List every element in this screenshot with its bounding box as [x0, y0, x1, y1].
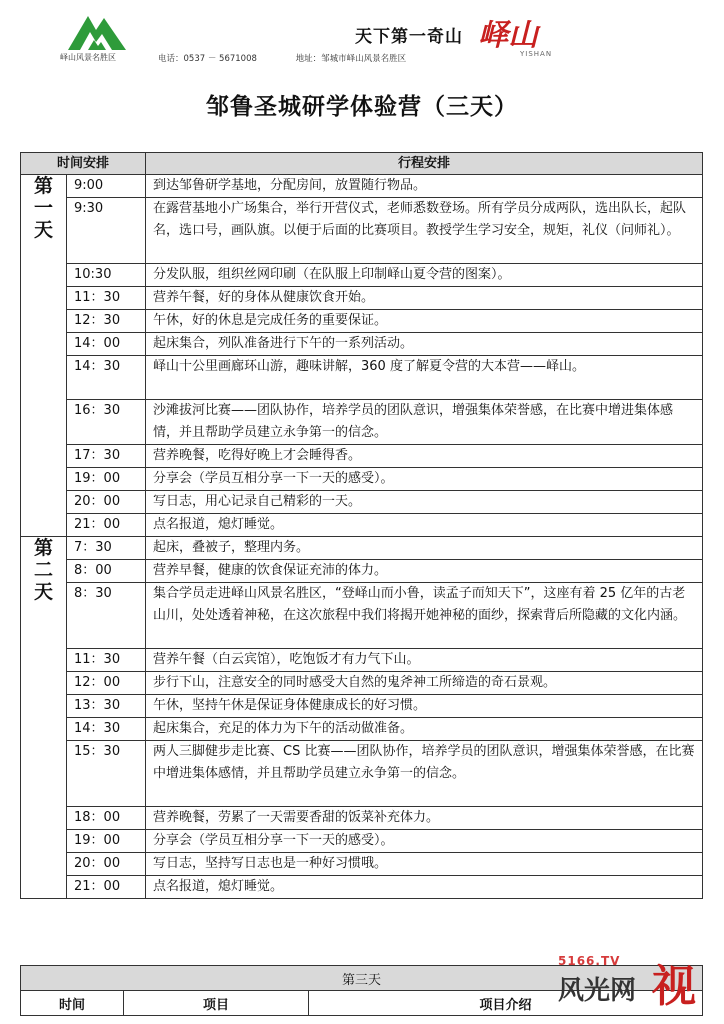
schedule-activity: 分发队服，组织丝网印刷（在队服上印制峄山夏令营的图案）。 — [146, 264, 703, 287]
schedule-time: 7：30 — [67, 537, 146, 560]
address: 地址：邹城市峄山风景名胜区 — [295, 54, 407, 64]
brand-english: YISHAN — [520, 50, 553, 58]
schedule-time: 9:00 — [67, 175, 146, 198]
schedule-activity: 午休，好的休息是完成任务的重要保证。 — [146, 310, 703, 333]
schedule-time: 12：00 — [67, 672, 146, 695]
schedule-row — [21, 175, 703, 198]
day3-col-intro: 项目介绍 — [309, 991, 703, 1016]
schedule-activity: 起床，叠被子，整理内务。 — [146, 537, 703, 560]
header-time: 时间安排 — [21, 153, 146, 175]
table-header-row — [21, 153, 703, 175]
schedule-row — [21, 560, 703, 583]
schedule-row — [21, 649, 703, 672]
schedule-row — [21, 807, 703, 830]
schedule-time: 14：30 — [67, 718, 146, 741]
schedule-row — [21, 445, 703, 468]
schedule-table — [20, 152, 703, 899]
schedule-activity: 营养早餐，健康的饮食保证充沛的体力。 — [146, 560, 703, 583]
schedule-activity: 两人三脚健步走比赛、CS 比赛——团队协作，培养学员的团队意识，增强集体荣誉感，在比赛中增进集体感情，并且帮助学员建立永争第一的信念。 — [146, 741, 703, 807]
schedule-row — [21, 876, 703, 899]
schedule-row — [21, 198, 703, 264]
schedule-time: 21：00 — [67, 514, 146, 537]
schedule-time: 8：30 — [67, 583, 146, 649]
schedule-time: 17：30 — [67, 445, 146, 468]
schedule-activity: 分享会（学员互相分享一下一天的感受）。 — [146, 830, 703, 853]
schedule-row — [21, 491, 703, 514]
schedule-activity: 起床集合，列队准备进行下午的一系列活动。 — [146, 333, 703, 356]
schedule-activity: 写日志，用心记录自己精彩的一天。 — [146, 491, 703, 514]
schedule-activity: 营养晚餐，吃得好晚上才会睡得香。 — [146, 445, 703, 468]
schedule-time: 18：00 — [67, 807, 146, 830]
day3-col-item: 项目 — [124, 991, 309, 1016]
schedule-row — [21, 830, 703, 853]
day-label: 第 二 天 — [21, 537, 67, 899]
schedule-row — [21, 310, 703, 333]
schedule-activity: 营养午餐，好的身体从健康饮食开始。 — [146, 287, 703, 310]
contact-info — [158, 52, 406, 64]
schedule-activity: 沙滩拔河比赛——团队协作，培养学员的团队意识，增强集体荣誉感，在比赛中增进集体感情，并且帮助学员建立永争第一的信念。 — [146, 400, 703, 445]
schedule-activity: 午休，坚持午休是保证身体健康成长的好习惯。 — [146, 695, 703, 718]
day3-col-time: 时间 — [21, 991, 124, 1016]
schedule-time: 16：30 — [67, 400, 146, 445]
schedule-activity: 点名报道，熄灯睡觉。 — [146, 876, 703, 899]
schedule-row — [21, 718, 703, 741]
watermark — [552, 950, 722, 1020]
schedule-time: 11：30 — [67, 649, 146, 672]
schedule-row — [21, 853, 703, 876]
schedule-activity: 到达邹鲁研学基地，分配房间，放置随行物品。 — [146, 175, 703, 198]
schedule-row — [21, 400, 703, 445]
schedule-row — [21, 264, 703, 287]
schedule-row — [21, 287, 703, 310]
mountain-logo-icon — [66, 12, 128, 52]
schedule-time: 11：30 — [67, 287, 146, 310]
schedule-time: 19：00 — [67, 830, 146, 853]
logo-caption: 峄山风景名胜区 — [60, 53, 116, 62]
schedule-row — [21, 583, 703, 649]
schedule-time: 20：00 — [67, 491, 146, 514]
schedule-row — [21, 741, 703, 807]
schedule-row — [21, 514, 703, 537]
schedule-row — [21, 695, 703, 718]
schedule-activity: 点名报道，熄灯睡觉。 — [146, 514, 703, 537]
letterhead — [0, 0, 724, 80]
schedule-time: 12：30 — [67, 310, 146, 333]
watermark-site: 5166.TV — [558, 954, 621, 968]
schedule-activity: 营养午餐（白云宾馆），吃饱饭才有力气下山。 — [146, 649, 703, 672]
schedule-time: 21：00 — [67, 876, 146, 899]
phone-number: 电话：0537 － 5671008 — [158, 54, 257, 64]
schedule-activity: 峄山十公里画廊环山游，趣味讲解，360 度了解夏令营的大本营——峄山。 — [146, 356, 703, 400]
schedule-time: 15：30 — [67, 741, 146, 807]
schedule-row — [21, 537, 703, 560]
schedule-time: 14：00 — [67, 333, 146, 356]
brand-name: 峄山 — [478, 18, 538, 53]
watermark-logo: 视 — [652, 961, 696, 1012]
schedule-time: 10:30 — [67, 264, 146, 287]
schedule-activity: 营养晚餐，劳累了一天需要香甜的饭菜补充体力。 — [146, 807, 703, 830]
header-plan: 行程安排 — [146, 153, 703, 175]
schedule-row — [21, 333, 703, 356]
schedule-activity: 写日志，坚持写日志也是一种好习惯哦。 — [146, 853, 703, 876]
schedule-time: 20：00 — [67, 853, 146, 876]
schedule-time: 9:30 — [67, 198, 146, 264]
schedule-time: 8：00 — [67, 560, 146, 583]
day3-label: 第三天 — [21, 966, 703, 991]
schedule-row — [21, 672, 703, 695]
schedule-time: 13：30 — [67, 695, 146, 718]
schedule-activity: 起床集合，充足的体力为下午的活动做准备。 — [146, 718, 703, 741]
page-title: 邹鲁圣城研学体验营（三天） — [206, 94, 518, 120]
day-label: 第 一 天 — [21, 175, 67, 537]
schedule-row — [21, 468, 703, 491]
brand-slogan: 天下第一奇山 — [355, 27, 463, 47]
watermark-name: 风光网 — [558, 976, 637, 1006]
schedule-activity: 分享会（学员互相分享一下一天的感受）。 — [146, 468, 703, 491]
schedule-time: 14：30 — [67, 356, 146, 400]
schedule-activity: 集合学员走进峄山风景名胜区，“登峄山而小鲁，读孟子而知天下”，这座有着 25 亿年的古老山川，处处透着神秘，在这次旅程中我们将揭开她神秘的面纱，探索背后所隐藏的文化内涵。 — [146, 583, 703, 649]
schedule-activity: 在露营基地小广场集合，举行开营仪式，老师悉数登场。所有学员分成两队，选出队长，起队名，选口号，画队旗。以便于后面的比赛项目。教授学生学习安全，规矩，礼仪（问师礼）。 — [146, 198, 703, 264]
schedule-body — [21, 175, 703, 899]
schedule-activity: 步行下山，注意安全的同时感受大自然的鬼斧神工所缔造的奇石景观。 — [146, 672, 703, 695]
schedule-row — [21, 356, 703, 400]
schedule-time: 19：00 — [67, 468, 146, 491]
